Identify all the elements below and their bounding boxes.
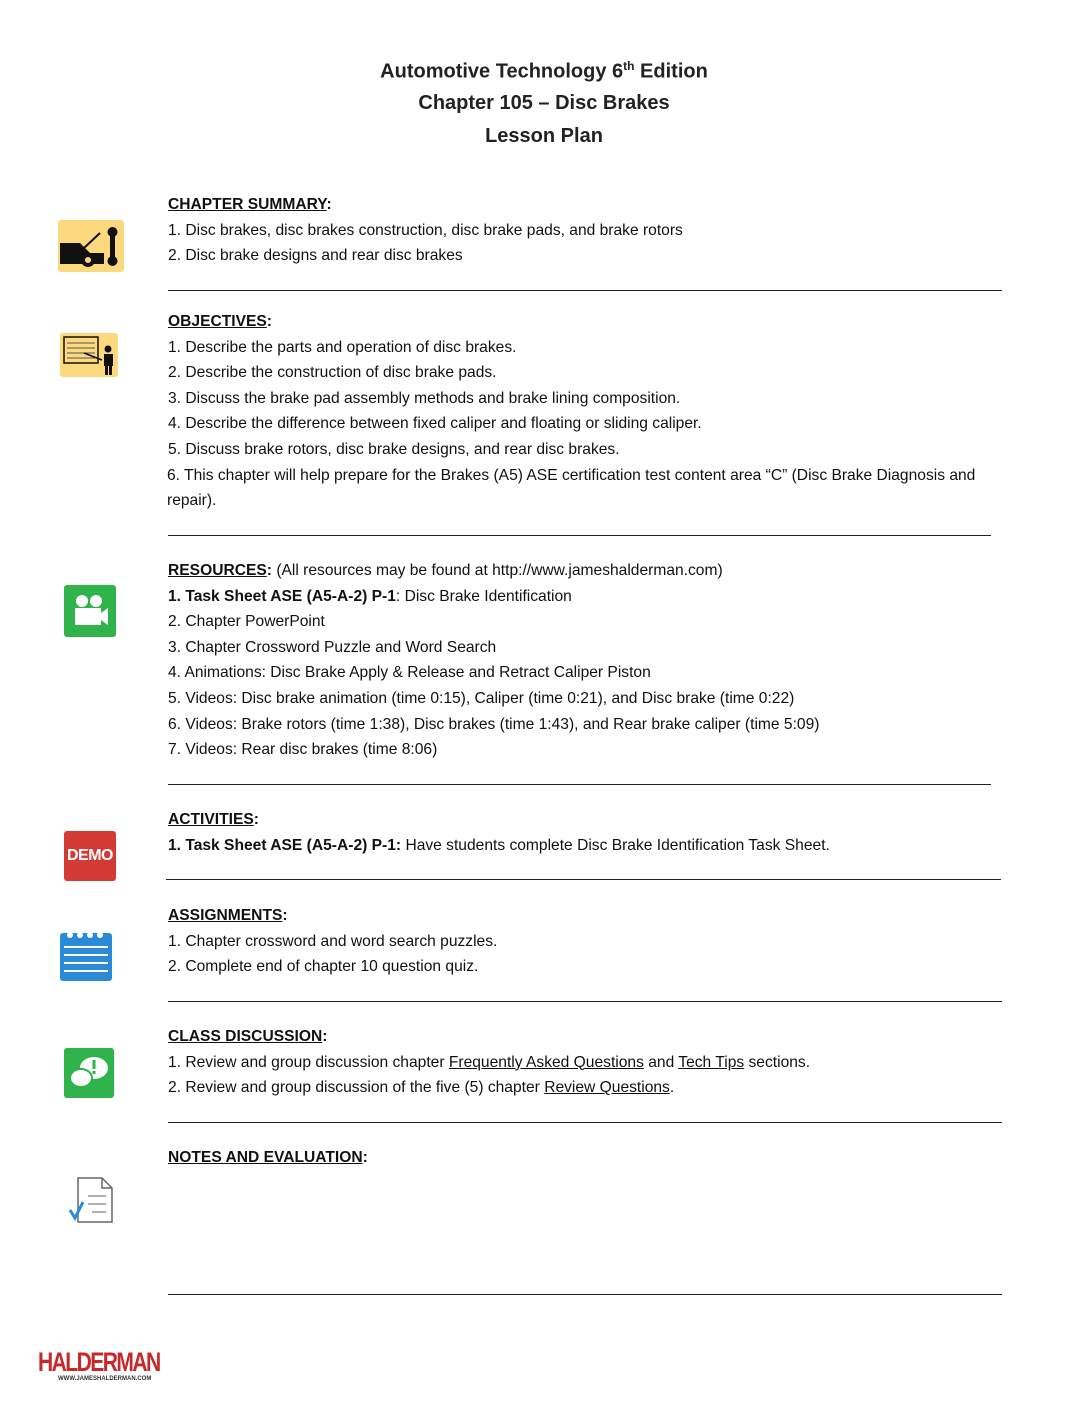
list-item: 2. Chapter PowerPoint [168, 613, 325, 631]
section-heading: NOTES AND EVALUATION: [168, 1149, 368, 1166]
discussion-icon [64, 1048, 114, 1098]
tech-tips-link[interactable]: Tech Tips [678, 1053, 745, 1071]
section-heading: ASSIGNMENTS: [168, 907, 288, 924]
chapter-title: Chapter 105 – Disc Brakes [418, 92, 670, 114]
section-heading: OBJECTIVES: [168, 313, 272, 330]
checklist-document-icon [68, 1176, 114, 1224]
faq-link[interactable]: Frequently Asked Questions [448, 1053, 644, 1071]
list-item: 1. Task Sheet ASE (A5-A-2) P-1: Disc Brake Identification [168, 587, 572, 605]
divider [168, 535, 991, 536]
chapter-summary-section [168, 192, 988, 269]
list-item: 1. Task Sheet ASE (A5-A-2) P-1: Have students complete Disc Brake Identification Task Sheet. [168, 836, 830, 854]
review-questions-link[interactable]: Review Questions [544, 1079, 670, 1097]
demo-icon: DEMO [64, 831, 116, 881]
resources-section: RESOURCES: (All resources may be found at http://www.jameshalderman.com) 1. Task Sheet ASE (A5-A-2) P-1: Disc Brake Identification 2. Chapter PowerPoint 3. Chapter Crossword Puzzle and Word Search 4. Animations: Disc Brake Apply & Release and Retract Caliper Piston 5. Videos: Disc brake animation (time 0:15), Caliper (time 0:21), and Disc brake (time 0:22) 6. Videos: Brake rotors (time 1:38), Disc brakes (time 1:43), and Rear brake caliper (time 5:09) 7. Videos: Rear disc brakes (time 8:06) [168, 558, 988, 763]
list-item: 6. Videos: Brake rotors (time 1:38), Disc brakes (time 1:43), and Rear brake caliper (time 5:09) [168, 715, 820, 733]
section-heading: CLASS DISCUSSION: [168, 1028, 328, 1045]
list-item: 1. Chapter crossword and word search puzzles. [168, 932, 498, 950]
assignments-section [168, 903, 988, 980]
divider [168, 784, 991, 785]
divider [168, 1294, 1002, 1295]
list-item: 2. Complete end of chapter 10 question quiz. [168, 958, 479, 976]
doc-title: Automotive Technology 6th Edition [380, 59, 708, 83]
section-heading: CHAPTER SUMMARY: [168, 196, 332, 213]
activities-section [168, 807, 988, 858]
list-item: 4. Describe the difference between fixed caliper and floating or sliding caliper. [168, 415, 702, 433]
list-item: 5. Discuss brake rotors, disc brake designs, and rear disc brakes. [168, 440, 620, 458]
list-item: 1. Disc brakes, disc brakes construction, disc brake pads, and brake rotors [168, 221, 683, 239]
list-item: 3. Discuss the brake pad assembly methods and brake lining composition. [168, 389, 681, 407]
list-item: 3. Chapter Crossword Puzzle and Word Search [168, 638, 497, 656]
halderman-logo: HALDERMAN WWW.JAMESHALDERMAN.COM [38, 1347, 160, 1382]
section-heading: RESOURCES [168, 562, 267, 579]
lesson-plan-title: Lesson Plan [485, 125, 603, 147]
notes-section [168, 1145, 988, 1171]
list-item: 6. This chapter will help prepare for the Brakes (A5) ASE certification test content area “C” (Disc Brake Diagnosis and repair). [167, 466, 976, 510]
list-item: 2. Describe the construction of disc brake pads. [168, 364, 497, 382]
divider [168, 1122, 1002, 1123]
class-discussion-section [168, 1024, 988, 1101]
notepad-icon [60, 929, 112, 981]
car-repair-icon [58, 220, 124, 272]
objectives-section [168, 309, 988, 514]
divider [168, 1001, 1002, 1002]
list-item: 7. Videos: Rear disc brakes (time 8:06) [168, 741, 438, 759]
section-heading: ACTIVITIES: [168, 811, 259, 828]
list-item: 1. Describe the parts and operation of disc brakes. [168, 338, 517, 356]
divider [166, 879, 1001, 880]
list-item: 2. Review and group discussion of the five (5) chapter Review Questions. [168, 1079, 675, 1097]
resources-note: (All resources may be found at http://www.jameshalderman.com) [271, 562, 723, 579]
list-item: 5. Videos: Disc brake animation (time 0:15), Caliper (time 0:21), and Disc brake (time 0:22) [168, 689, 795, 707]
list-item: 4. Animations: Disc Brake Apply & Release and Retract Caliper Piston [168, 664, 651, 682]
divider [168, 290, 1002, 291]
list-item: 1. Review and group discussion chapter Frequently Asked Questions and Tech Tips sections. [168, 1053, 811, 1071]
teacher-board-icon [60, 333, 118, 377]
list-item: 2. Disc brake designs and rear disc brakes [168, 247, 463, 265]
video-camera-icon [64, 585, 116, 637]
